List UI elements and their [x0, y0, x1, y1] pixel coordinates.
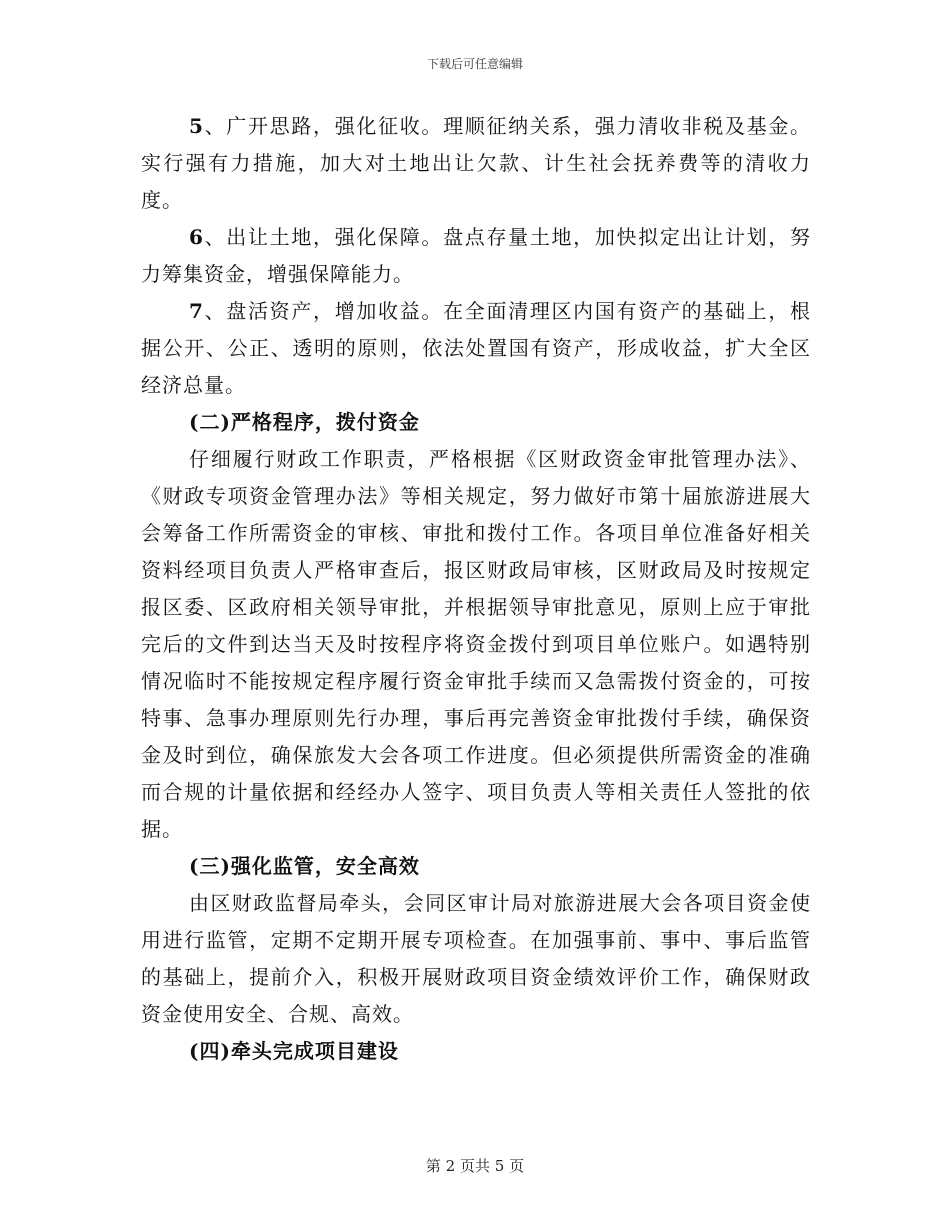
item-number: 5	[189, 114, 204, 138]
document-body	[141, 108, 811, 1070]
item-number: 6	[189, 225, 204, 249]
page-footer: 第 2 页共 5 页	[425, 1157, 525, 1175]
section-heading-4: (四)牵头完成项目建设	[189, 1039, 399, 1063]
item-text: 、广开思路，强化征收。理顺征纳关系，强力清收非税及基金。实行强有力措施，加大对土地出让欠款、计生社会抚养费等的清收力度。	[141, 114, 811, 212]
list-item-5	[141, 108, 811, 219]
item-number: 7	[189, 299, 204, 323]
section-heading-3: (三)强化监管，安全高效	[189, 854, 420, 878]
list-item-7	[141, 293, 811, 404]
section-heading-2: (二)严格程序，拨付资金	[189, 410, 420, 434]
list-item-6	[141, 219, 811, 293]
item-text: 、盘活资产，增加收益。在全面清理区内国有资产的基础上，根据公开、公正、透明的原则，依法处置国有资产，形成收益，扩大全区经济总量。	[141, 299, 811, 397]
page-header: 下载后可任意编辑	[426, 57, 523, 71]
item-text: 、出让土地，强化保障。盘点存量土地，加快拟定出让计划，努力筹集资金，增强保障能力。	[141, 225, 811, 286]
body-paragraph: 由区财政监督局牵头，会同区审计局对旅游进展大会各项目资金使用进行监管，定期不定期开展专项检查。在加强事前、事中、事后监管的基础上，提前介入，积极开展财政项目资金绩效评价工作，确保财政资金使用安全、合规、高效。	[141, 891, 811, 1026]
body-paragraph: 仔细履行财政工作职责，严格根据《区财政资金审批管理办法》、《财政专项资金管理办法》等相关规定，努力做好市第十届旅游进展大会筹备工作所需资金的审核、审批和拨付工作。各项目单位准备好相关资料经项目负责人严格审查后，报区财政局审核，区财政局及时按规定报区委、区政府相关领导审批，并根据领导审批意见，原则上应于审批完后的文件到达当天及时按程序将资金拨付到项目单位账户。如遇特别情况临时不能按规定程序履行资金审批手续而又急需拨付资金的，可按特事、急事办理原则先行办理，事后再完善资金审批拨付手续，确保资金及时到位，确保旅发大会各项工作进度。但必须提供所需资金的准确而合规的计量依据和经经办人签字、项目负责人等相关责任人签批的依据。	[141, 447, 811, 841]
